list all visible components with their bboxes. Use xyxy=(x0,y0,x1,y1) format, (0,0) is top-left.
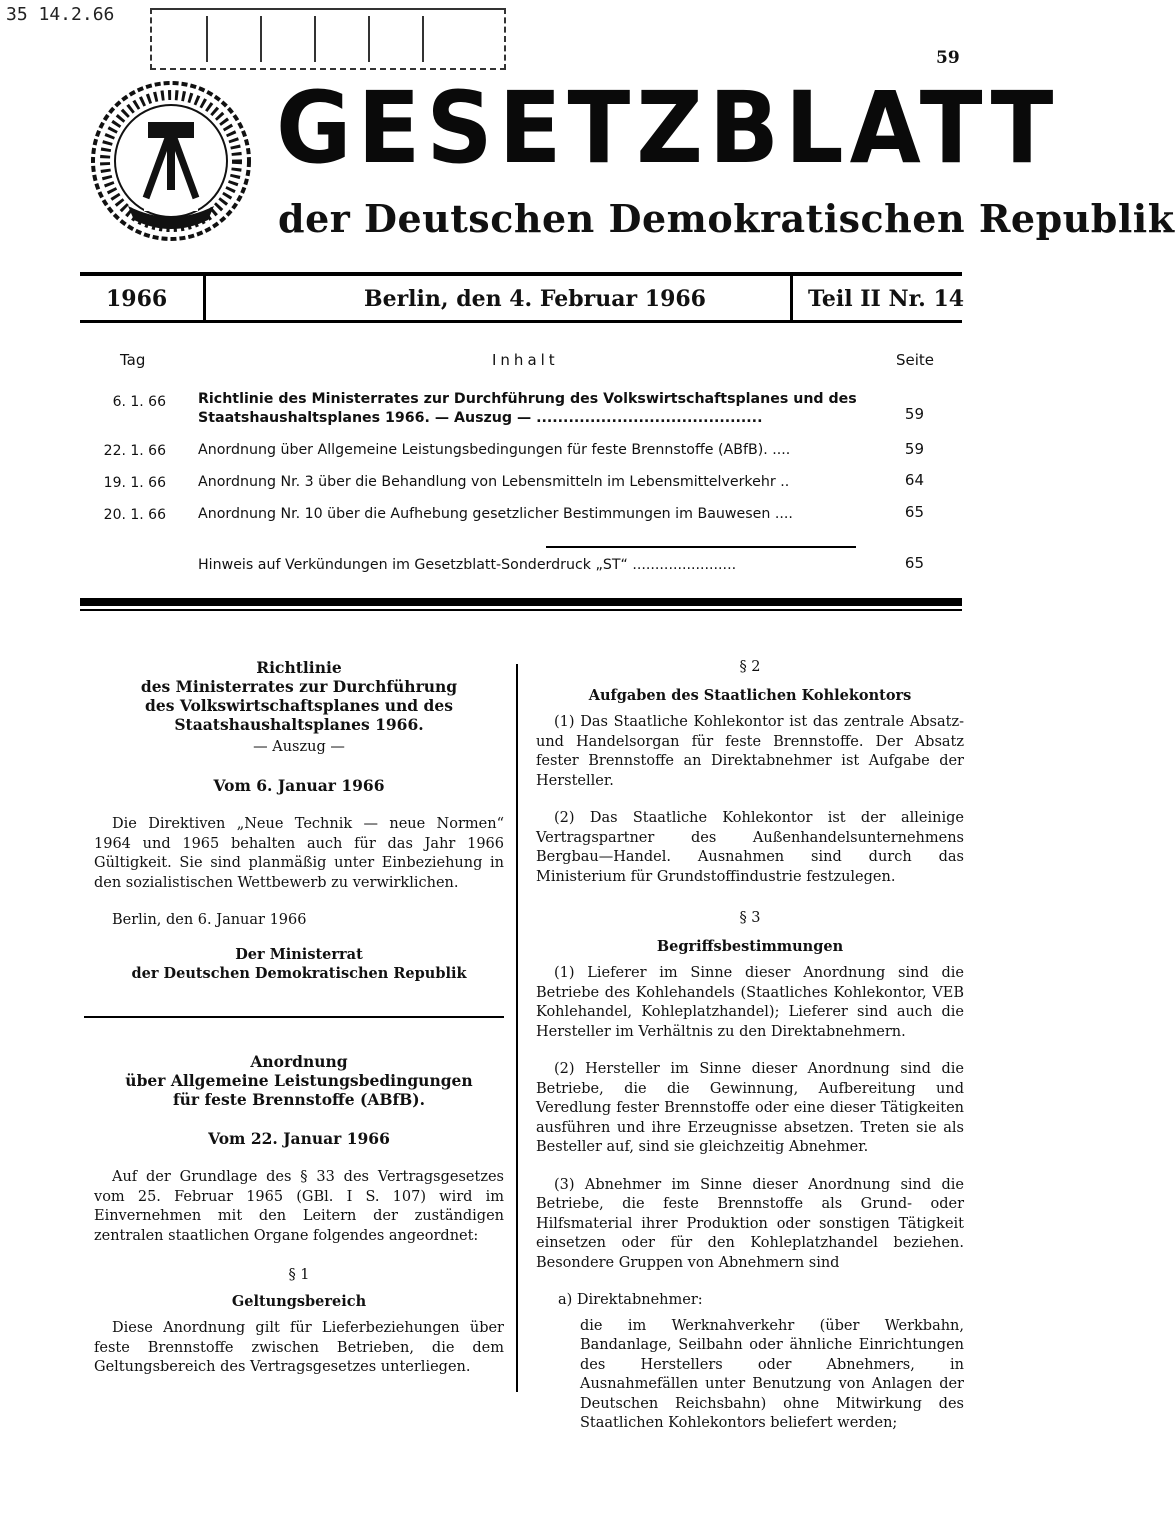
contents-heavy-rule xyxy=(80,598,962,606)
section-2-title: Aufgaben des Staatlichen Kohlekontors xyxy=(588,686,912,704)
toc-entry-2-text: Anordnung über Allgemeine Leistungsbedingungen für feste Brennstoffe (ABfB). .... xyxy=(198,442,791,458)
section-1-text: Diese Anordnung gilt für Lieferbeziehungen über feste Brennstoffe zwischen Betrieben, die dem Geltungsbereich des Vertragsgesetzes unterliegen. xyxy=(94,1320,504,1375)
section-3-item-a-label: a) Direktabnehmer: xyxy=(558,1292,703,1308)
section-3-paragraph-1: (1) Lieferer im Sinne dieser Anordnung sind die Betriebe des Kohlehandels (Staatliches Kohlekontor, VEB Kohlehandel, Kohleplatzhandel); Lieferer sind auch die Hersteller im Verhältnis zu den Direktabnehmern. xyxy=(536,965,964,1040)
issue-part-number: Teil II Nr. 14 xyxy=(808,286,965,312)
handwritten-note: 35 14.2.66 xyxy=(6,4,115,25)
toc-entry-1-page: 59 xyxy=(904,405,924,423)
richtlinie-signatory-1: Der Ministerrat xyxy=(235,945,363,963)
richtlinie-place-date: Berlin, den 6. Januar 1966 xyxy=(112,912,307,928)
section-separator xyxy=(84,1016,504,1018)
toc-note-separator xyxy=(546,546,856,548)
section-3-title: Begriffsbestimmungen xyxy=(656,937,844,955)
anordnung-date: Vom 22. Januar 1966 xyxy=(208,1128,390,1148)
toc-entry-2-page: 59 xyxy=(904,440,924,458)
issue-bar-bottom-rule xyxy=(80,320,962,323)
page-number: 59 xyxy=(936,48,960,68)
toc-entry-1-date: 6. 1. 66 xyxy=(112,394,166,410)
issue-bar-divider-2 xyxy=(790,276,793,320)
issue-bar-divider-1 xyxy=(203,276,206,320)
registration-stamp xyxy=(150,8,506,70)
anordnung-preamble: Auf der Grundlage des § 33 des Vertragsgesetzes vom 25. Februar 1965 (GBl. I S. 107) wird im Einvernehmen mit den Leitern der zuständigen zentralen staatlichen Organe folgendes angeordnet: xyxy=(94,1169,504,1244)
section-3-number: § 3 xyxy=(739,910,761,926)
contents-thin-rule xyxy=(80,609,962,611)
richtlinie-date: Vom 6. Januar 1966 xyxy=(213,775,385,795)
toc-entry-3-page: 64 xyxy=(904,471,924,489)
section-3-paragraph-3: (3) Abnehmer im Sinne dieser Anordnung sind die Betriebe, die feste Brennstoffe als Grund- oder Hilfsmaterial ihrer Produktion oder sonstigen Tätigkeit einsetzen oder für den Kohleplatzhandel beziehen. Besondere Gruppen von Abnehmern sind xyxy=(536,1176,964,1271)
section-3-paragraph-2: (2) Hersteller im Sinne dieser Anordnung sind die Betriebe, die die Gewinnung, Aufbereitung und Veredlung fester Brennstoffe oder eine dieser Tätigkeiten ausführen und ihre Erzeugnisse absetzen. Treten sie als Besteller auf, sind sie gleichzeitig Abnehmer. xyxy=(536,1061,964,1155)
column-divider xyxy=(516,664,518,1392)
left-column xyxy=(94,658,504,1378)
richtlinie-body: Die Direktiven „Neue Technik — neue Normen“ 1964 und 1965 behalten auch für das Jahr 1966 Gültigkeit. Sie sind planmäßig unter Einbeziehung in den sozialistischen Wettbewerb zu verwirklichen. xyxy=(94,816,504,891)
toc-entry-3-text: Anordnung Nr. 3 über die Behandlung von Lebensmitteln im Lebensmittelverkehr .. xyxy=(198,474,790,490)
issue-place-date: Berlin, den 4. Februar 1966 xyxy=(364,286,706,312)
toc-note-text: Hinweis auf Verkündungen im Gesetzblatt-Sonderdruck „ST“ ....................... xyxy=(198,557,737,573)
toc-entry-3-date: 19. 1. 66 xyxy=(103,475,166,491)
issue-bar-top-rule xyxy=(80,272,962,276)
toc-header-date: Tag xyxy=(120,351,146,369)
toc-note-page: 65 xyxy=(904,554,924,572)
toc-entry-1-text: Richtlinie des Ministerrates zur Durchführung des Volkswirtschaftsplanes und des Staatshaushaltsplanes 1966. — Auszug — .......................................... xyxy=(198,391,857,426)
toc-header-title: Inhalt xyxy=(492,351,559,369)
anordnung-title: Anordnung über Allgemeine Leistungsbedingungen für feste Brennstoffe (ABfB). xyxy=(125,1051,473,1109)
toc-entry-4-page: 65 xyxy=(904,503,924,521)
publication-subtitle: der Deutschen Demokratischen Republik xyxy=(278,196,1175,241)
section-1-number: § 1 xyxy=(288,1267,310,1283)
section-1-title: Geltungsbereich xyxy=(231,1292,367,1310)
issue-year: 1966 xyxy=(106,286,168,312)
section-3-item-a-text: die im Werknahverkehr (über Werkbahn, Bandanlage, Seilbahn oder ähnliche Einrichtungen des Herstellers oder Abnehmers, in Ausnahmefällen unter Benutzung von Anlagen der Deutschen Reichsbahn) ohne Mitwirkung des Staatlichen Kohlekontors beliefert werden; xyxy=(580,1317,964,1431)
richtlinie-signatory-2: der Deutschen Demokratischen Republik xyxy=(131,965,467,982)
ddr-emblem-icon xyxy=(88,78,254,244)
publication-title: GESETZBLATT xyxy=(276,70,1060,186)
right-column xyxy=(536,658,964,1434)
section-2-paragraph-2: (2) Das Staatliche Kohlekontor ist der alleinige Vertragspartner des Außenhandelsunternehmens Bergbau—Handel. Ausnahmen sind durch das Ministerium für Grundstoffindustrie festzulegen. xyxy=(536,810,964,885)
toc-header-page: Seite xyxy=(896,351,935,369)
toc-entry-4-text: Anordnung Nr. 10 über die Aufhebung gesetzlicher Bestimmungen im Bauwesen .... xyxy=(198,506,793,522)
richtlinie-excerpt: — Auszug — xyxy=(253,739,345,755)
toc-entry-4-date: 20. 1. 66 xyxy=(103,507,166,523)
richtlinie-title: Richtlinie des Ministerrates zur Durchführung des Volkswirtschaftsplanes und des Staatshaushaltsplanes 1966. xyxy=(140,658,458,734)
section-2-paragraph-1: (1) Das Staatliche Kohlekontor ist das zentrale Absatz- und Handelsorgan für feste Brennstoffe. Der Absatz fester Brennstoffe an Direktabnehmer ist Aufgabe der Hersteller. xyxy=(536,714,964,789)
toc-entry-2-date: 22. 1. 66 xyxy=(103,443,166,459)
section-2-number: § 2 xyxy=(739,659,761,675)
